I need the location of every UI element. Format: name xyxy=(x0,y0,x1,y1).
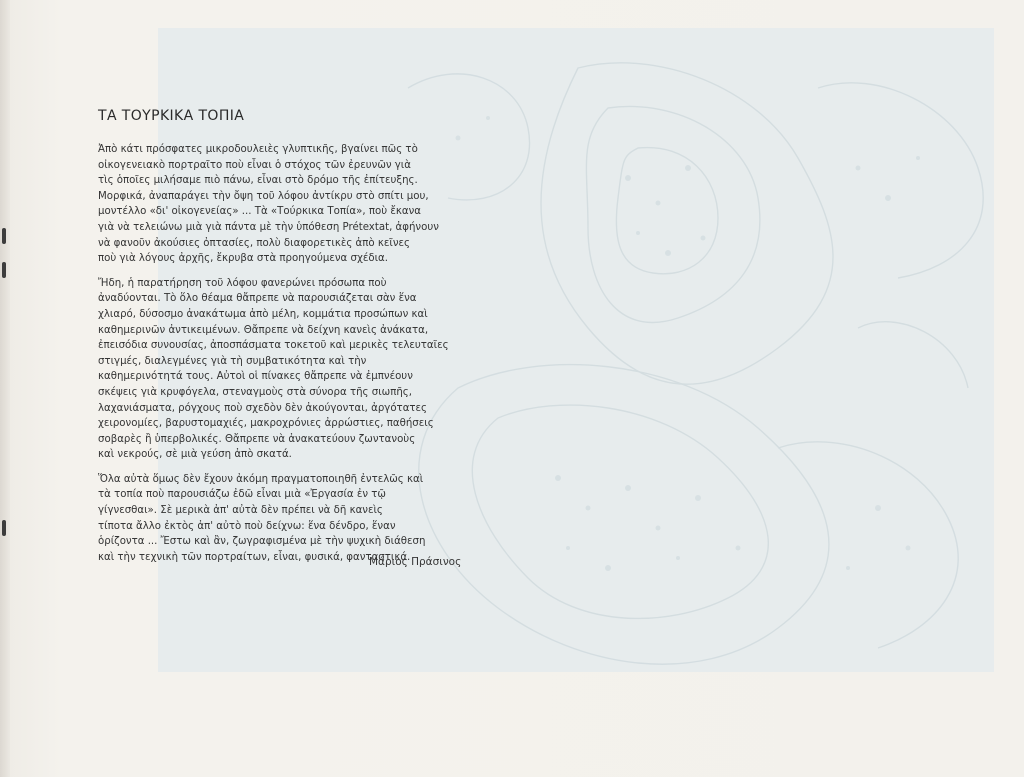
staple-top xyxy=(2,228,6,244)
staple-middle xyxy=(2,262,6,278)
book-spine xyxy=(0,0,10,777)
body-text xyxy=(98,142,498,565)
paragraph-1: Ἀπὸ κάτι πρόσφατες μικροδουλειὲς γλυπτικῆς, βγαίνει πῶς τὸ οἰκογενειακὸ πορτραῖτο ποὺ εἶναι ὁ στόχος τῶν ἐρευνῶν γιὰ τὶς ὁποῖες μιλήσαμε πιὸ πάνω, εἶναι στὸ δρόμο τῆς ἐπίτευξης. Μορφικά, ἀναπαράγει τὴν ὄψη τοῦ λόφου ἀντίκρυ στὸ σπίτι μου, μοντέλλο «δι' οἰκογενείας» ... Τὰ «Τούρκικα Τοπία», ποὺ ἔκανα γιὰ νὰ τελειώνω μιὰ γιὰ πάντα μὲ τὴν ὑπόθεση Prétextat, ἀφήνουν νὰ φανοῦν ἀκούσιες ὀπτασίες, πολὺ διαφορετικὲς ἀπὸ κεῖνες ποὺ γιὰ λόγους ἀρχῆς, ἔκρυβα στὰ προηγούμενα σχέδια. xyxy=(98,144,439,265)
paragraph-2: Ἤδη, ἡ παρατήρηση τοῦ λόφου φανερώνει πρόσωπα ποὺ ἀναδύονται. Τὸ ὅλο θέαμα θἄπρεπε νὰ παρουσιάζεται σὰν ἕνα χλιαρό, δύσοσμο ἀνακάτωμα ἀπὸ μέλη, κομμάτια προσώπων καὶ καθημερινῶν ἀντικειμένων. Θἄπρεπε νὰ δείχνη κανεὶς ἀνάκατα, ἐπεισόδια συνουσίας, ἀποσπάσματα τοκετοῦ καὶ μερικὲς τελευταῖες στιγμές, διαλεγμένες γιὰ τὴ συμβατικότητα καὶ τὴν καθημερινότητά τους. Αὐτοὶ οἱ πίνακες θἄπρεπε νὰ ἐμπνέουν σκέψεις γιὰ κρυφόγελα, στεναγμοὺς στὰ σύνορα τῆς σιωπῆς, λαχανιάσματα, ρόγχους ποὺ σχεδὸν δὲν ἀκούγονται, ἀργότατες χειρονομίες, βαρυστομαχιές, μακροχρόνιες ἀρρώστιες, παθήσεις σοβαρὲς ἢ ὑπερβολικές. Θἄπρεπε νὰ ἀνακατεύουν ζωντανοὺς καὶ νεκρούς, σὲ μιὰ γεύση ἀπὸ σκατά. xyxy=(98,277,449,461)
staple-bottom xyxy=(2,520,6,536)
author-signature: Μάριος Πράσινος xyxy=(369,556,462,568)
paragraph-3: Ὅλα αὐτὰ ὅμως δὲν ἔχουν ἀκόμη πραγματοποιηθῆ ἐντελῶς καὶ τὰ τοπία ποὺ παρουσιάζω ἐδῶ εἶναι μιὰ «Ἐργασία ἐν τῷ γίγνεσθαι». Σὲ μερικὰ ἀπ' αὐτὰ δὲν πρέπει νὰ δῆ κανεὶς τίποτα ἄλλο ἐκτὸς ἀπ' αὐτὸ ποὺ δείχνω: ἕνα δένδρο, ἕναν ὁρίζοντα ... Ἔστω καὶ ἂν, ζωγραφισμένα μὲ τὴν ψυχικὴ διάθεση καὶ τὴν τεχνικὴ τῶν πορτραίτων, εἶναι, φυσικά, φανταστικά. xyxy=(98,473,426,563)
page-title: ΤΑ ΤΟΥΡΚΙΚΑ ΤΟΠΙΑ xyxy=(98,108,245,124)
